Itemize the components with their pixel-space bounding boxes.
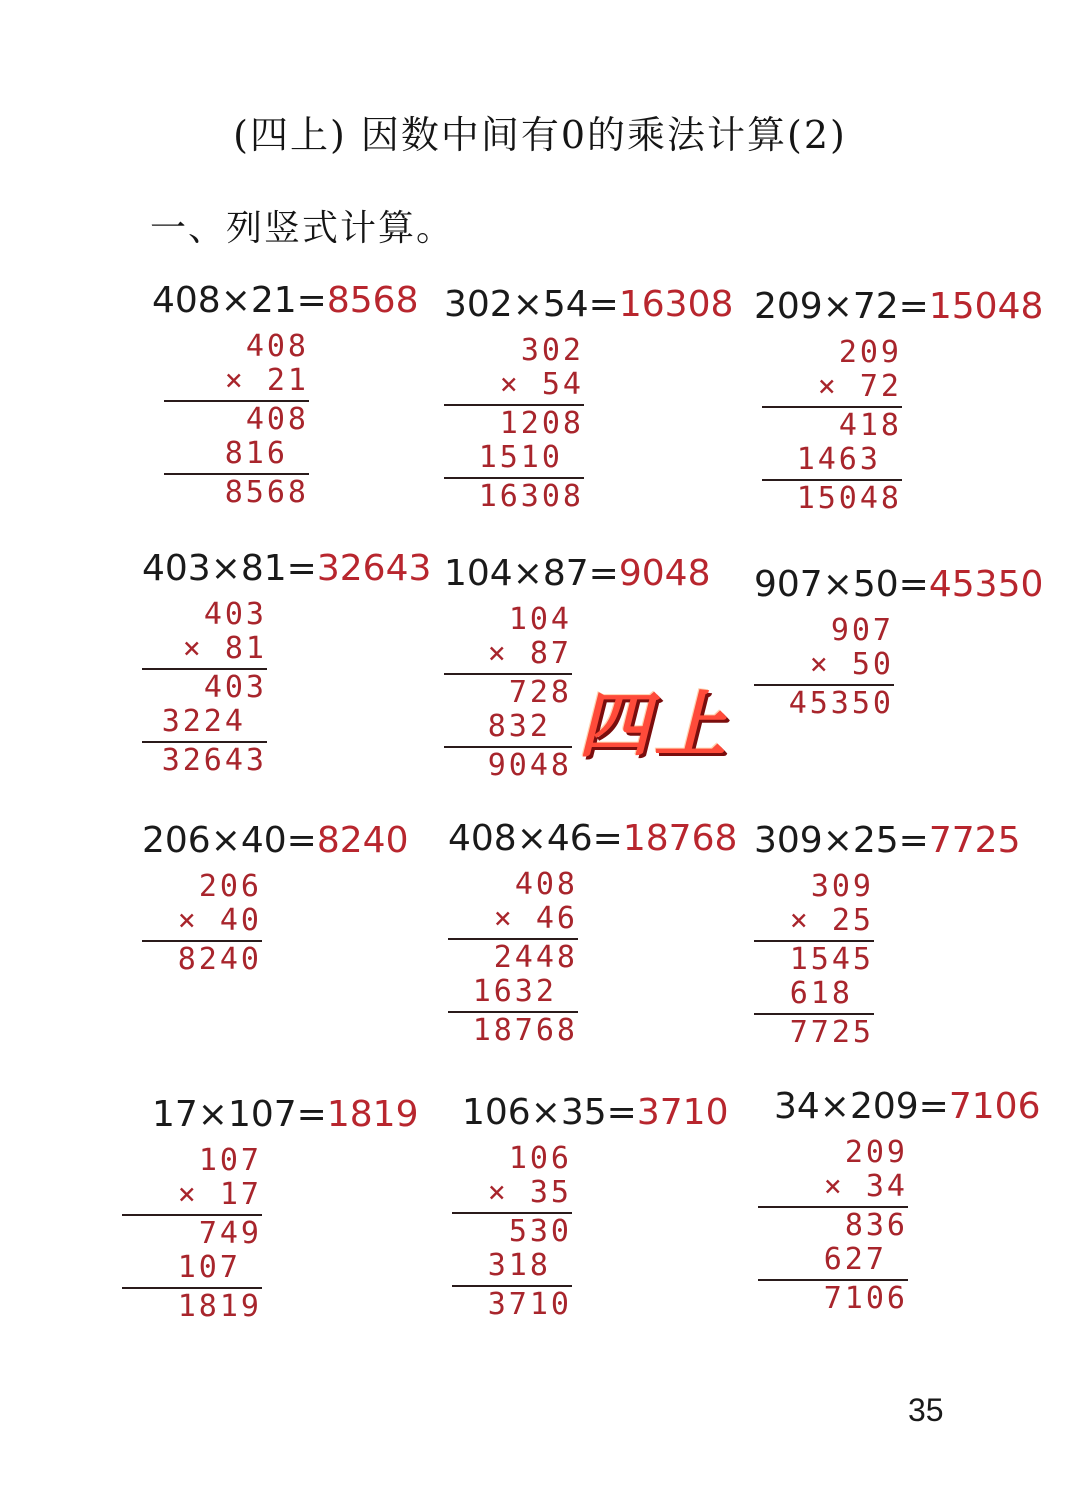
watermark-badge: 四上 (578, 683, 731, 767)
work-line: 318 (487, 1248, 572, 1283)
vertical-work (452, 1142, 572, 1322)
work-line: 32643 (161, 743, 267, 778)
work-line: 3710 (487, 1287, 572, 1322)
problem-answer: 8240 (316, 820, 409, 861)
problem-answer: 9048 (618, 553, 711, 594)
vertical-work (762, 336, 902, 516)
work-line: 728 (508, 675, 572, 710)
work-line: 107 (177, 1250, 262, 1285)
work-line: 206 (198, 869, 262, 904)
work-line: 418 (838, 408, 902, 443)
problem-8 (448, 818, 748, 1058)
work-line: × 21 (224, 363, 309, 398)
work-line: 907 (830, 613, 894, 648)
problem-equation (754, 820, 1020, 861)
problem-equation (754, 286, 1043, 327)
work-line: 45350 (788, 686, 894, 721)
vertical-work (444, 603, 572, 783)
problem-equation (152, 1094, 418, 1135)
work-line: × 34 (823, 1169, 908, 1204)
work-line: 1819 (177, 1289, 262, 1324)
work-line: 106 (508, 1141, 572, 1176)
vertical-work (142, 598, 267, 778)
work-line: 749 (198, 1216, 262, 1251)
problem-expression: 17×107= (152, 1094, 327, 1135)
work-line: 1632 (472, 974, 578, 1009)
work-line: 1208 (499, 406, 584, 441)
problem-answer: 3710 (636, 1092, 729, 1133)
problem-equation (444, 553, 710, 594)
work-line: × 17 (177, 1177, 262, 1212)
problem-answer: 18768 (622, 818, 738, 859)
problem-answer: 45350 (928, 564, 1044, 605)
work-line: 209 (844, 1135, 908, 1170)
vertical-work (444, 334, 584, 514)
problem-6 (754, 564, 1054, 804)
work-line: × 54 (499, 367, 584, 402)
work-line: 403 (203, 670, 267, 705)
problem-1 (152, 280, 452, 520)
work-line: 16308 (478, 479, 584, 514)
work-line: 15048 (796, 481, 902, 516)
problem-answer: 7725 (928, 820, 1021, 861)
work-line: 1463 (796, 442, 902, 477)
problem-answer: 7106 (948, 1086, 1041, 1127)
page-number: 35 (908, 1392, 944, 1428)
problem-equation (444, 284, 733, 325)
problem-answer: 8568 (326, 280, 419, 321)
work-line: 9048 (487, 748, 572, 783)
work-line: 3224 (161, 704, 267, 739)
work-line: 7106 (823, 1281, 908, 1316)
vertical-work (448, 868, 578, 1048)
problem-answer: 16308 (618, 284, 734, 325)
work-line: 309 (810, 869, 874, 904)
problem-equation (152, 280, 418, 321)
problem-expression: 309×25= (754, 820, 929, 861)
problem-expression: 907×50= (754, 564, 929, 605)
work-line: 816 (224, 436, 309, 471)
page-title: (四上) 因数中间有0的乘法计算(2) (233, 113, 847, 157)
work-line: 403 (203, 597, 267, 632)
problem-expression: 302×54= (444, 284, 619, 325)
problem-expression: 104×87= (444, 553, 619, 594)
work-line: 1510 (478, 440, 584, 475)
problem-expression: 408×46= (448, 818, 623, 859)
problem-answer: 15048 (928, 286, 1044, 327)
vertical-work (164, 330, 309, 510)
problem-equation (142, 548, 431, 589)
problem-10 (152, 1094, 452, 1334)
problem-equation (774, 1086, 1040, 1127)
work-line: × 72 (817, 369, 902, 404)
problem-expression: 403×81= (142, 548, 317, 589)
work-line: 530 (508, 1214, 572, 1249)
work-line: × 50 (809, 647, 894, 682)
work-line: × 35 (487, 1175, 572, 1210)
work-line: 8240 (177, 942, 262, 977)
problem-9 (754, 820, 1054, 1060)
work-line: 8568 (224, 475, 309, 510)
work-line: 836 (844, 1208, 908, 1243)
work-line: 302 (520, 333, 584, 368)
problem-4 (142, 548, 442, 788)
section-heading: 一、列竖式计算。 (150, 208, 455, 249)
work-line: 618 (789, 976, 874, 1011)
problem-11 (462, 1092, 762, 1332)
work-line: 627 (823, 1242, 908, 1277)
problem-3 (754, 286, 1054, 526)
work-line: 408 (245, 329, 309, 364)
work-line: 832 (487, 709, 572, 744)
problem-answer: 32643 (316, 548, 432, 589)
problem-equation (462, 1092, 728, 1133)
work-line: × 25 (789, 903, 874, 938)
problem-7 (142, 820, 442, 1060)
vertical-work (142, 870, 262, 977)
work-line: × 81 (182, 631, 267, 666)
vertical-work (754, 870, 874, 1050)
work-line: 1545 (789, 942, 874, 977)
problem-equation (448, 818, 737, 859)
problem-answer: 1819 (326, 1094, 419, 1135)
problem-expression: 209×72= (754, 286, 929, 327)
problem-expression: 408×21= (152, 280, 327, 321)
problem-expression: 206×40= (142, 820, 317, 861)
vertical-work (122, 1144, 262, 1324)
work-line: 104 (508, 602, 572, 637)
work-line: 7725 (789, 1015, 874, 1050)
work-line: 209 (838, 335, 902, 370)
work-line: × 40 (177, 903, 262, 938)
work-line: 2448 (493, 940, 578, 975)
work-line: × 87 (487, 636, 572, 671)
vertical-work (758, 1136, 908, 1316)
problem-equation (142, 820, 408, 861)
work-line: 107 (198, 1143, 262, 1178)
problem-expression: 34×209= (774, 1086, 949, 1127)
problem-expression: 106×35= (462, 1092, 637, 1133)
problem-equation (754, 564, 1043, 605)
problem-12 (774, 1086, 1074, 1326)
work-line: 408 (514, 867, 578, 902)
work-line: 408 (245, 402, 309, 437)
problem-2 (444, 284, 744, 524)
work-line: 18768 (472, 1013, 578, 1048)
vertical-work (754, 614, 894, 721)
work-line: × 46 (493, 901, 578, 936)
